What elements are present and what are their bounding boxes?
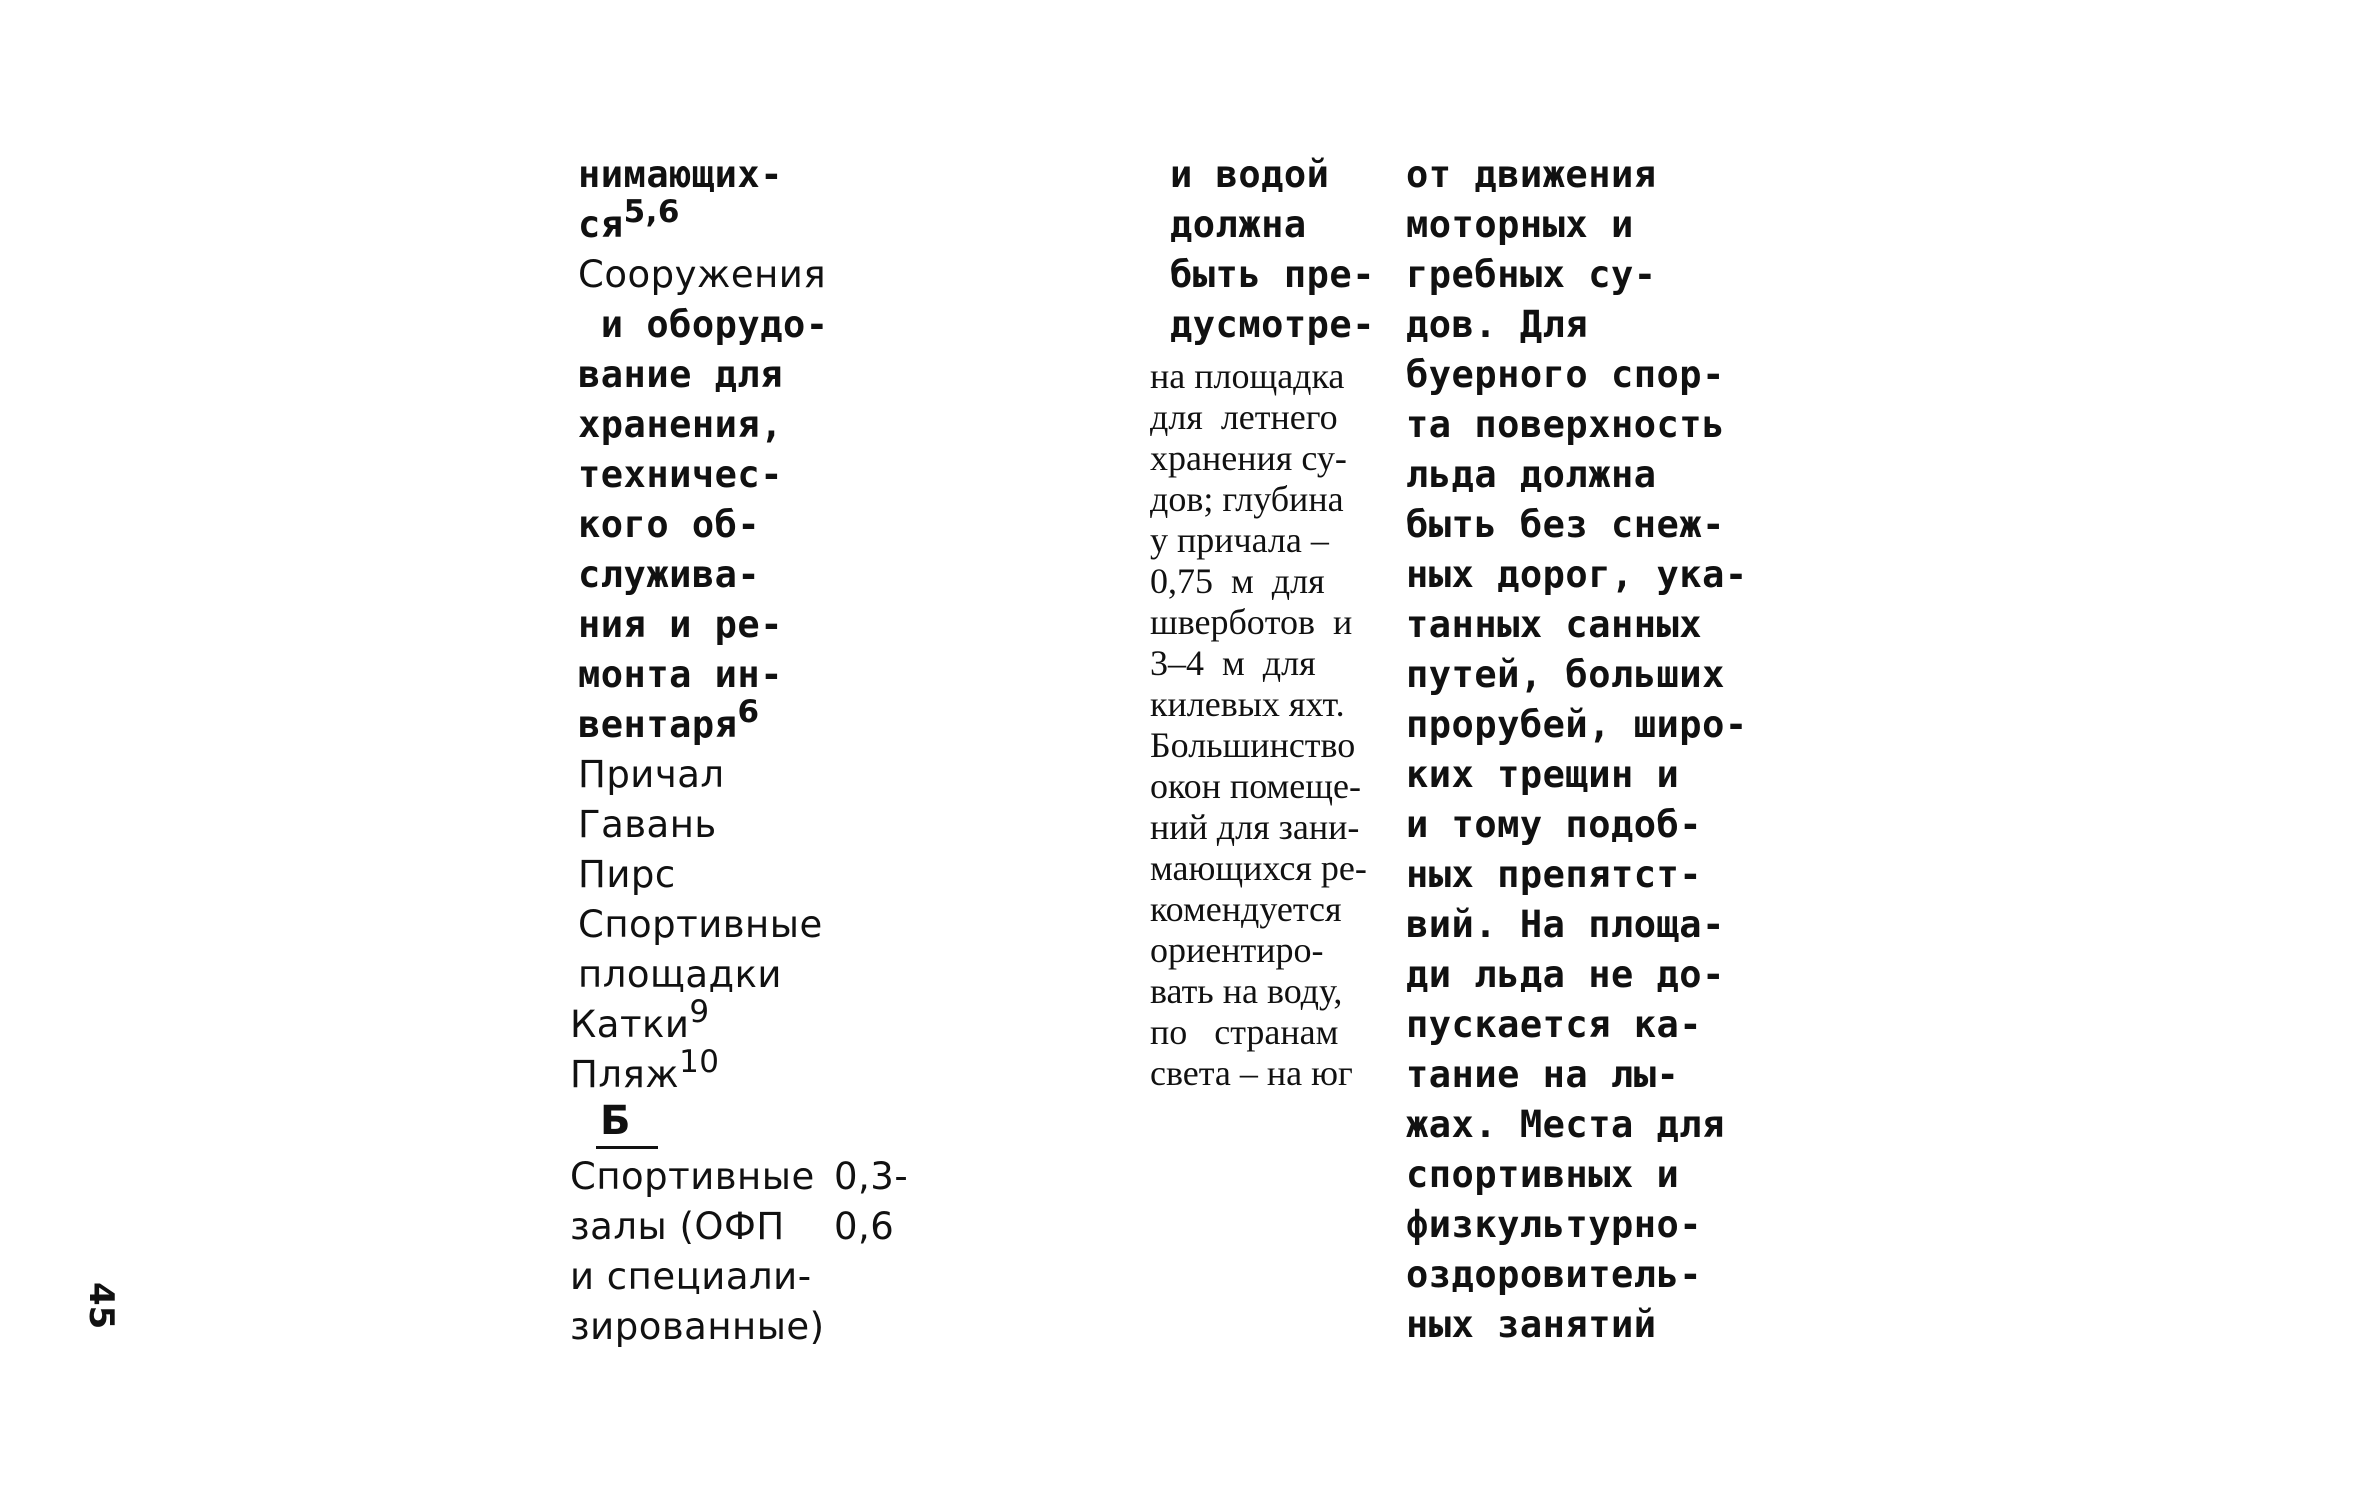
section-underline <box>596 1146 658 1149</box>
col3-line: прорубей, широ- <box>1406 703 1748 746</box>
col2-serif-line: килевых яхт. <box>1150 684 1345 724</box>
col2-line: и водой <box>1170 153 1330 196</box>
col2-serif-line: по странам <box>1150 1012 1339 1052</box>
col2-serif-line: хранения су- <box>1150 438 1347 478</box>
col3-line: физкультурно- <box>1406 1203 1703 1246</box>
footnote-ref: 10 <box>679 1043 720 1080</box>
col3-line: жах. Места для <box>1406 1103 1725 1146</box>
col1-line-16: Спортивные <box>578 903 823 946</box>
col3-line: гребных су- <box>1406 253 1657 296</box>
col1-line-4: и оборудо- <box>578 303 829 346</box>
col2-serif-line: 0,75 м для <box>1150 561 1325 601</box>
column-requirements-paragraph <box>1150 356 1367 1094</box>
col1-line-8: кого об- <box>578 503 761 546</box>
col2-serif-line: для летнего <box>1150 397 1338 437</box>
col2-serif-line: швербoтов и <box>1150 602 1353 642</box>
col2-line: дусмотре- <box>1170 303 1375 346</box>
col3-line: моторных и <box>1406 203 1634 246</box>
col2-serif-line: Большинство <box>1150 725 1356 765</box>
col1-line-15: Пирс <box>578 853 676 896</box>
col2-line: быть пре- <box>1170 253 1375 296</box>
col3-line: ких трещин и <box>1406 753 1680 796</box>
col2-serif-line: дов; глубина <box>1150 479 1344 519</box>
col1-line-17: площадки <box>578 953 782 996</box>
col3-line: путей, больших <box>1406 653 1725 696</box>
col2-serif-line: на площадка <box>1150 356 1345 396</box>
column-ice-requirements <box>1406 150 1748 1350</box>
col2-serif-line: мающихся ре- <box>1150 848 1367 888</box>
col3-line: и тому подоб- <box>1406 803 1703 846</box>
sports-halls-value: 0,6 <box>834 1205 895 1248</box>
sports-halls-label-line: и специали- <box>570 1255 812 1298</box>
col2-serif-line: комендуется <box>1150 889 1342 929</box>
col3-line: ных занятий <box>1406 1303 1657 1346</box>
col2-serif-line: света – на юг <box>1150 1053 1353 1093</box>
col1-line-11: монта ин- <box>578 653 783 696</box>
sports-halls-label-line: залы (ОФП <box>570 1205 785 1248</box>
col1-line-5: вание для <box>578 353 783 396</box>
col2-serif-line: ориентиро- <box>1150 930 1324 970</box>
col1-line-7: техничес- <box>578 453 783 496</box>
col3-line: вий. На площа- <box>1406 903 1725 946</box>
col1-line-9: служива- <box>578 553 761 596</box>
column-facility-list <box>570 150 829 1100</box>
col3-line: та поверхность <box>1406 403 1725 446</box>
col3-line: пускается ка- <box>1406 1003 1703 1046</box>
col1-line-19: Пляж$^{10}$ <box>570 1043 720 1096</box>
col1-line-12: вентаря$^6$ <box>578 693 760 746</box>
col1-line-1: нимающих- <box>578 153 783 196</box>
column-requirements-top <box>1170 150 1375 350</box>
col3-line: ди льда не до- <box>1406 953 1725 996</box>
col3-line: ных препятст- <box>1406 853 1703 896</box>
col2-serif-line: у причала – <box>1150 520 1329 560</box>
col2-serif-line: ний для зани- <box>1150 807 1360 847</box>
sports-halls-value: 0,3- <box>834 1155 909 1198</box>
col3-line: льда должна <box>1406 453 1657 496</box>
col1-line-14: Гавань <box>578 803 717 846</box>
col3-line: от движения <box>1406 153 1657 196</box>
col3-line: ных дорог, ука- <box>1406 553 1748 596</box>
page-number: 45 <box>81 1282 121 1330</box>
sports-halls-label <box>570 1152 825 1352</box>
col2-line: должна <box>1170 203 1307 246</box>
col1-line-6: хранения, <box>578 403 783 446</box>
col1-line-10: ния и ре- <box>578 603 783 646</box>
col1-line-2: ся$^{5,6}$ <box>578 193 680 246</box>
col2-serif-line: 3–4 м для <box>1150 643 1316 683</box>
col3-line: быть без снеж- <box>1406 503 1725 546</box>
col3-line: танных санных <box>1406 603 1703 646</box>
col2-serif-line: вать на воду, <box>1150 971 1343 1011</box>
footnote-ref: 5,6 <box>623 193 680 230</box>
sports-halls-values <box>834 1152 908 1252</box>
col3-line: дов. Для <box>1406 303 1589 346</box>
col1-line-18: Катки$^9$ <box>570 993 710 1046</box>
col1-line-13: Причал <box>578 753 725 796</box>
col3-line: буерного спор- <box>1406 353 1725 396</box>
section-letter: Б <box>600 1098 631 1144</box>
col2-serif-line: окон помеще- <box>1150 766 1361 806</box>
sports-halls-label-line: Спортивные <box>570 1155 815 1198</box>
sports-halls-label-line: зированные) <box>570 1305 825 1348</box>
col1-line-3: Сооружения <box>578 253 827 296</box>
col3-line: спортивных и <box>1406 1153 1680 1196</box>
col3-line: тание на лы- <box>1406 1053 1680 1096</box>
footnote-ref: 9 <box>689 993 710 1030</box>
col3-line: оздоровитель- <box>1406 1253 1703 1296</box>
footnote-ref: 6 <box>737 693 760 730</box>
